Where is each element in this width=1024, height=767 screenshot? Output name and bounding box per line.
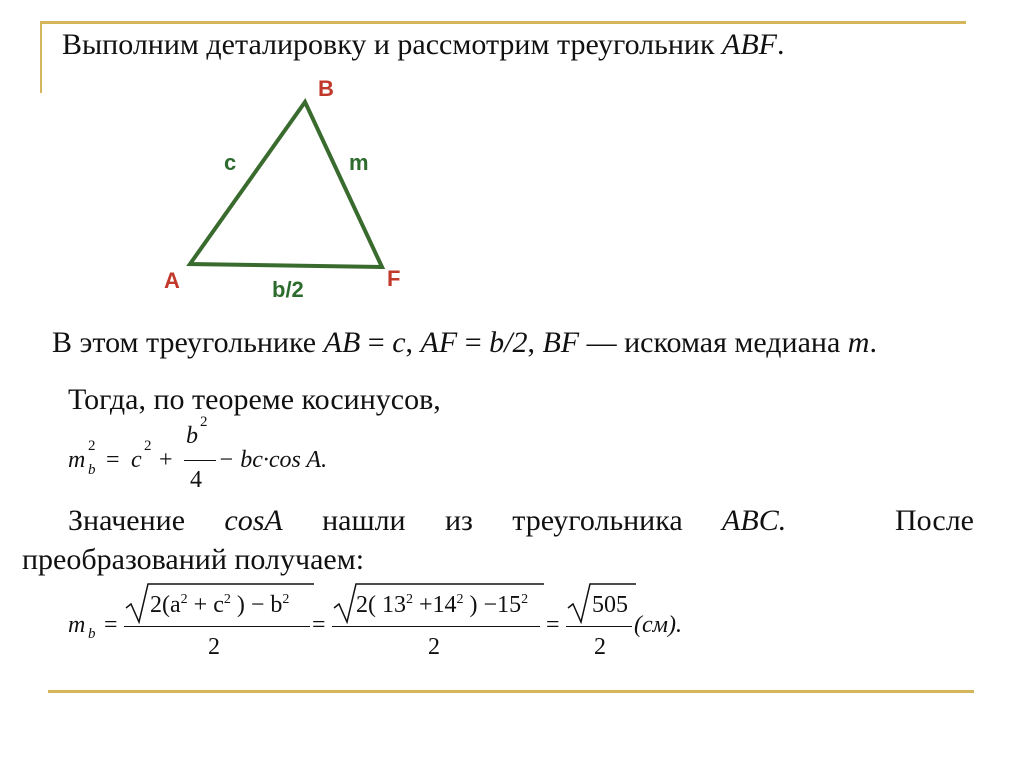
text-line-cosine-theorem: Тогда, по теореме косинусов, (68, 383, 441, 416)
vertex-f-label: F (387, 266, 401, 291)
formula-median: m b = $2(a^2 + c^2$ ) − $b^2$ 2 = 2( $13^2 +14^2$ ) $-15^2$ 2 = 505 2 (см). (0, 0, 1024, 767)
fraction-bar-1 (124, 626, 310, 627)
formula-cosine: m b 2 = c 2 + b 2 4 − bc·cos A. (68, 414, 328, 493)
side-m-label: m (349, 150, 369, 175)
heading-text: Выполним деталировку и рассмотрим треугольник (62, 28, 723, 61)
text-line-cosa: Значение cosA нашли из треугольника ABC. После (68, 504, 974, 537)
heading-period: . (777, 28, 785, 61)
fraction-bar-2 (332, 626, 540, 627)
text-line-transformations: преобразований получаем: (22, 543, 365, 576)
side-c-label: c (224, 150, 237, 175)
side-b2-label: b/2 (272, 277, 304, 302)
heading-variable: ABF (722, 28, 777, 61)
vertex-b-label: B (318, 76, 334, 101)
text-line-definitions: В этом треугольнике AB = c, AF = b/2, BF — искомая медиана m. (52, 326, 877, 359)
vertex-a-label: A (164, 268, 180, 293)
fraction-bar-3 (566, 626, 632, 627)
